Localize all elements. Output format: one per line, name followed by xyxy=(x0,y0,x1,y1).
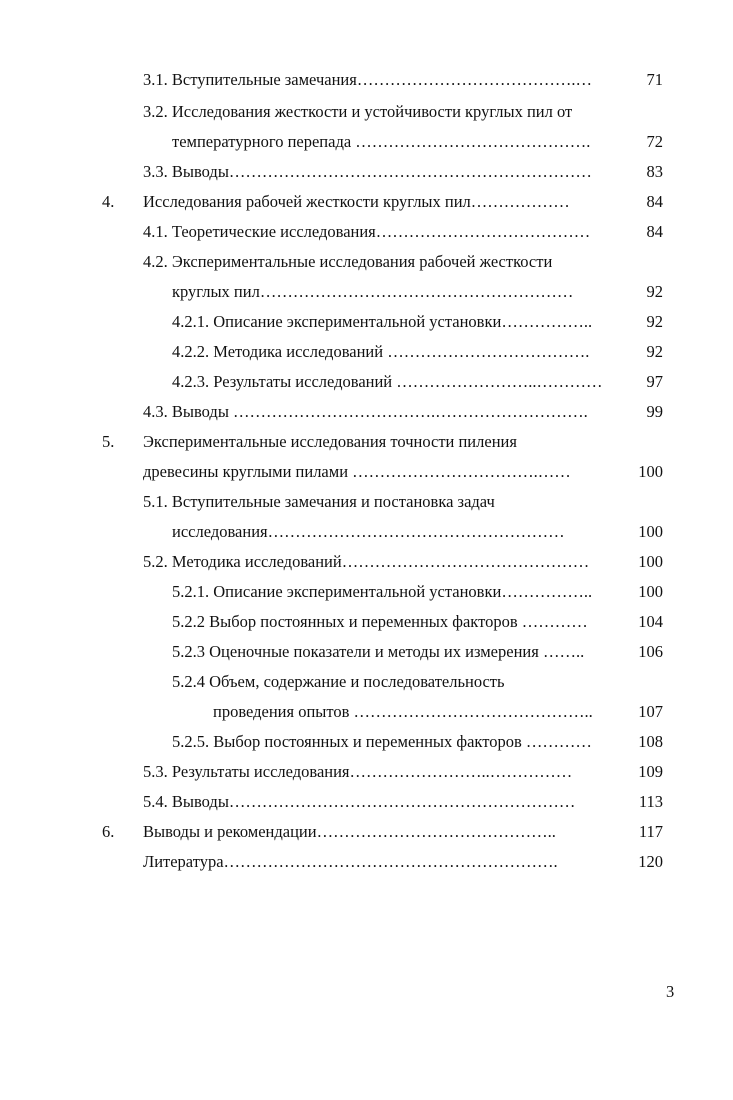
toc-entry-text: 4.2.3. Результаты исследований ……………………..………… xyxy=(172,372,603,391)
toc-entry-text: 5.2.3 Оценочные показатели и методы их измерения …….. xyxy=(172,642,585,661)
toc-entry-text: 5.2.1. Описание экспериментальной установки…………….. xyxy=(172,582,593,601)
toc-entry-page: 97 xyxy=(646,372,663,391)
toc-entry-5-2-2 xyxy=(0,610,733,634)
toc-entry-text: проведения опытов …………………………………….. xyxy=(213,702,593,721)
toc-entry-page: 108 xyxy=(638,732,663,751)
toc-entry-page: 71 xyxy=(646,70,663,89)
toc-entry-text: 5.2.5. Выбор постоянных и переменных факторов ………… xyxy=(172,732,592,751)
toc-entry-page: 106 xyxy=(638,642,663,661)
toc-entry-text: 5.2.4 Объем, содержание и последовательность xyxy=(172,672,505,691)
toc-entry-page: 92 xyxy=(646,312,663,331)
toc-entry-page: 100 xyxy=(638,522,663,541)
toc-entry-4-2-2 xyxy=(0,340,733,364)
toc-entry-text: 5.1. Вступительные замечания и постановка задач xyxy=(143,492,495,511)
toc-entry-text: 4.2.2. Методика исследований ………………………………. xyxy=(172,342,590,361)
toc-entry-5-cont xyxy=(0,460,733,484)
toc-entry-page: 100 xyxy=(638,582,663,601)
toc-entry-5-2-5 xyxy=(0,730,733,754)
toc-entry-page: 92 xyxy=(646,342,663,361)
toc-entry-5-1 xyxy=(0,490,733,514)
toc-entry-text: исследования……………………………………………… xyxy=(172,522,565,541)
toc-entry-literature xyxy=(0,850,733,874)
toc-entry-page: 104 xyxy=(638,612,663,631)
toc-entry-page: 84 xyxy=(646,222,663,241)
toc-entry-page: 84 xyxy=(646,192,663,211)
toc-entry-page: 107 xyxy=(638,702,663,721)
toc-entry-5-4 xyxy=(0,790,733,814)
toc-entry-text: 4.3. Выводы ……………………………….………………………. xyxy=(143,402,588,421)
toc-entry-3-2 xyxy=(0,100,733,124)
toc-entry-page: 109 xyxy=(638,762,663,781)
toc-entry-text: Исследования рабочей жесткости круглых пил……………… xyxy=(143,192,570,211)
toc-entry-3-2-cont xyxy=(0,130,733,154)
toc-entry-page: 100 xyxy=(638,462,663,481)
toc-entry-3-3 xyxy=(0,160,733,184)
toc-entry-text: 3.2. Исследования жесткости и устойчивости круглых пил от xyxy=(143,102,573,121)
toc-entry-text: древесины круглыми пилами …………………………….…… xyxy=(143,462,571,481)
toc-entry-4-2 xyxy=(0,250,733,274)
toc-entry-5-2-1 xyxy=(0,580,733,604)
toc-entry-5-2-4 xyxy=(0,670,733,694)
toc-entry-5-2-3 xyxy=(0,640,733,664)
toc-entry-text: 3.3. Выводы………………………………………………………… xyxy=(143,162,592,181)
toc-entry-page: 99 xyxy=(646,402,663,421)
toc-entry-text: 5.3. Результаты исследования……………………..…………… xyxy=(143,762,573,781)
toc-entry-page: 92 xyxy=(646,282,663,301)
toc-entry-5 xyxy=(0,430,733,454)
toc-entry-text: температурного перепада ……………………………………. xyxy=(172,132,591,151)
toc-entry-text: Экспериментальные исследования точности пиления xyxy=(143,432,517,451)
toc-entry-page: 117 xyxy=(638,822,663,841)
toc-entry-5-2-4-cont xyxy=(0,700,733,724)
toc-entry-text: 4.2.1. Описание экспериментальной установки…………….. xyxy=(172,312,593,331)
toc-entry-4-1 xyxy=(0,220,733,244)
toc-entry-text: 5.2.2 Выбор постоянных и переменных факторов ………… xyxy=(172,612,588,631)
toc-entry-page: 72 xyxy=(646,132,663,151)
toc-entry-5-1-cont xyxy=(0,520,733,544)
toc-entry-text: 5.4. Выводы……………………………………………………… xyxy=(143,792,576,811)
toc-entry-page: 113 xyxy=(638,792,663,811)
toc-entry-3-1 xyxy=(0,68,733,92)
toc-entry-4-2-cont xyxy=(0,280,733,304)
toc-entry-text: 4.1. Теоретические исследования………………………………… xyxy=(143,222,591,241)
toc-entry-text: 3.1. Вступительные замечания………………………………….… xyxy=(143,70,592,89)
toc-entry-text: 4.2. Экспериментальные исследования рабочей жесткости xyxy=(143,252,553,271)
toc-entry-text: 5.2. Методика исследований……………………………………… xyxy=(143,552,590,571)
toc-entry-text: круглых пил………………………………………………… xyxy=(172,282,574,301)
toc-entry-text: Выводы и рекомендации…………………………………….. xyxy=(143,822,556,841)
toc-chapter-number: 4. xyxy=(102,192,115,211)
toc-chapter-number: 6. xyxy=(102,822,115,841)
toc-entry-5-2 xyxy=(0,550,733,574)
toc-entry-5-3 xyxy=(0,760,733,784)
toc-entry-4 xyxy=(0,190,733,214)
toc-entry-4-2-3 xyxy=(0,370,733,394)
toc-chapter-number: 5. xyxy=(102,432,115,451)
toc-entry-6 xyxy=(0,820,733,844)
toc-entry-page: 83 xyxy=(646,162,663,181)
page-number: 3 xyxy=(666,982,675,1001)
toc-entry-4-2-1 xyxy=(0,310,733,334)
toc-entry-text: Литература……………………………………………………. xyxy=(143,852,558,871)
toc-entry-page: 100 xyxy=(638,552,663,571)
toc-entry-4-3 xyxy=(0,400,733,424)
toc-entry-page: 120 xyxy=(638,852,663,871)
